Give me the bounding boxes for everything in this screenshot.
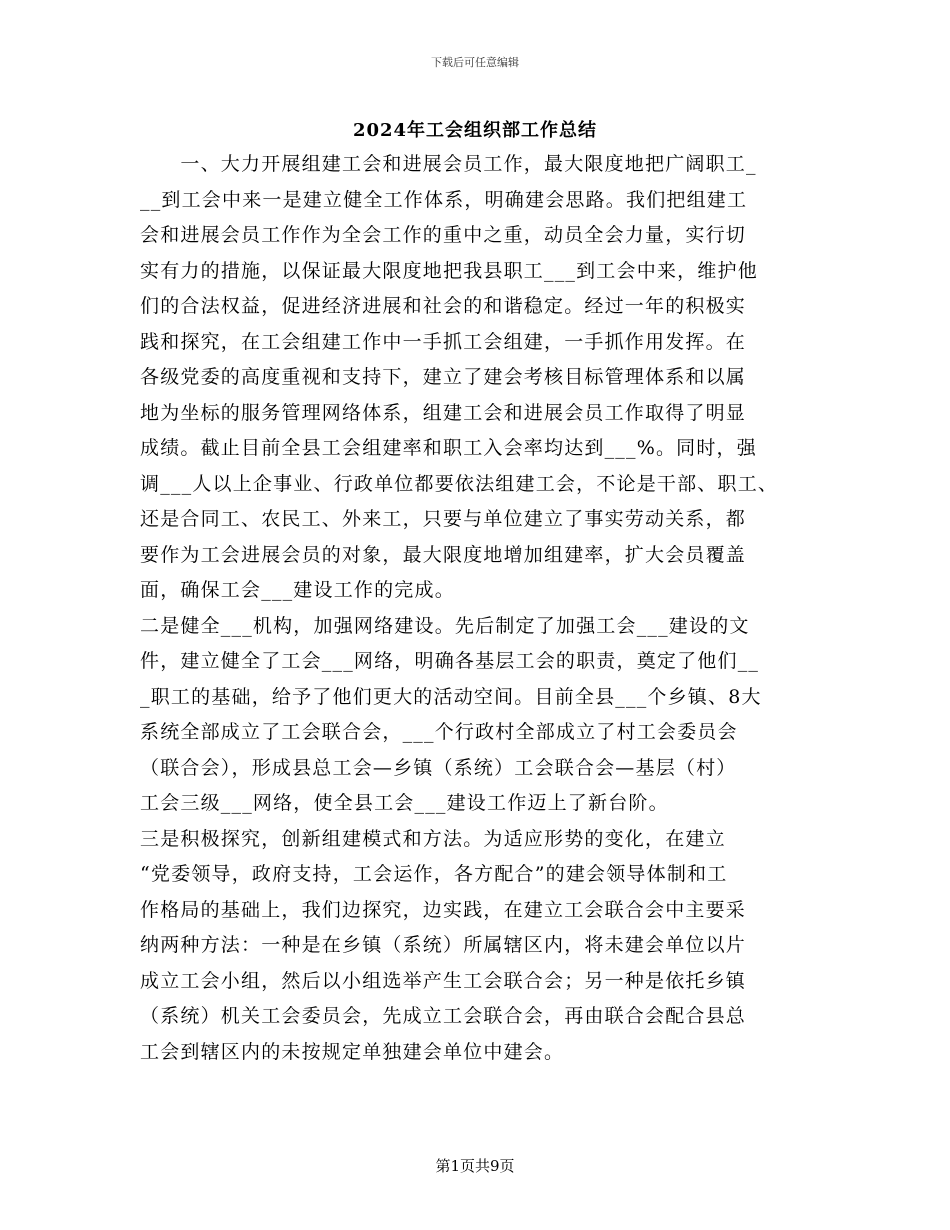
- body-line: 件，建立健全了工会___网络，明确各基层工会的职责，奠定了他们__: [140, 650, 760, 672]
- body-line: __到工会中来一是建立健全工作体系，明确建会思路。我们把组建工: [140, 188, 748, 211]
- body-line: 实有力的措施，以保证最大限度地把我县职工___到工会中来，维护他: [140, 259, 758, 282]
- body-line: 工会到辖区内的未按规定单独建会单位中建会。: [140, 1040, 565, 1063]
- body-line: “党委领导，政府支持，工会运作，各方配合”的建会领导体制和工: [140, 863, 728, 885]
- document-title: 2024年工会组织部工作总结: [352, 120, 598, 141]
- body-line: 系统全部成立了工会联合会，___个行政村全部成立了村工会委员会: [140, 721, 738, 743]
- document-body: [140, 147, 820, 1070]
- body-line: 工会三级___网络，使全县工会___建设工作迈上了新台阶。: [140, 792, 669, 814]
- body-line: （系统）机关工会委员会，先成立工会联合会，再由联合会配合县总: [140, 1005, 747, 1027]
- body-line: 二是健全___机构，加强网络建设。先后制定了加强工会___建设的文: [140, 614, 750, 637]
- body-line: 践和探究，在工会组建工作中一手抓工会组建，一手抓作用发挥。在: [140, 330, 747, 353]
- body-line: 一、大力开展组建工会和进展会员工作，最大限度地把广阔职工_: [140, 153, 757, 175]
- body-line: 面，确保工会___建设工作的完成。: [140, 579, 455, 601]
- body-line: 三是积极探究，创新组建模式和方法。为适应形势的变化，在建立: [140, 827, 726, 850]
- header-note: 下载后可任意编辑: [431, 56, 519, 69]
- body-line: 要作为工会进展会员的对象，最大限度地增加组建率，扩大会员覆盖: [140, 543, 747, 566]
- body-line: 地为坐标的服务管理网络体系，组建工会和进展会员工作取得了明显: [140, 401, 747, 424]
- body-line: 作格局的基础上，我们边探究，边实践，在建立工会联合会中主要采: [140, 898, 747, 921]
- body-line: 们的合法权益，促进经济进展和社会的和谐稳定。经过一年的积极实: [140, 295, 747, 317]
- body-line: 成绩。截止目前全县工会组建率和职工入会率均达到___%。同时，强: [140, 437, 757, 459]
- body-line: _职工的基础，给予了他们更大的活动空间。目前全县___个乡镇、8大: [140, 685, 762, 708]
- body-line: 会和进展会员工作作为全会工作的重中之重，动员全会力量，实行切: [140, 224, 747, 246]
- body-line: 还是合同工、农民工、外来工，只要与单位建立了事实劳动关系，都: [140, 508, 747, 530]
- page-number-footer: 第1页共9页: [435, 1157, 515, 1175]
- body-line: 各级党委的高度重视和支持下，建立了建会考核目标管理体系和以属: [140, 366, 747, 388]
- body-line: 成立工会小组，然后以小组选举产生工会联合会；另一种是依托乡镇: [140, 969, 747, 992]
- body-line: 纳两种方法：一种是在乡镇（系统）所属辖区内，将未建会单位以片: [140, 934, 747, 956]
- body-line: 调___人以上企事业、行政单位都要依法组建工会，不论是干部、职工、: [140, 472, 779, 495]
- body-line: （联合会），形成县总工会—乡镇（系统）工会联合会—基层（村）: [140, 756, 737, 779]
